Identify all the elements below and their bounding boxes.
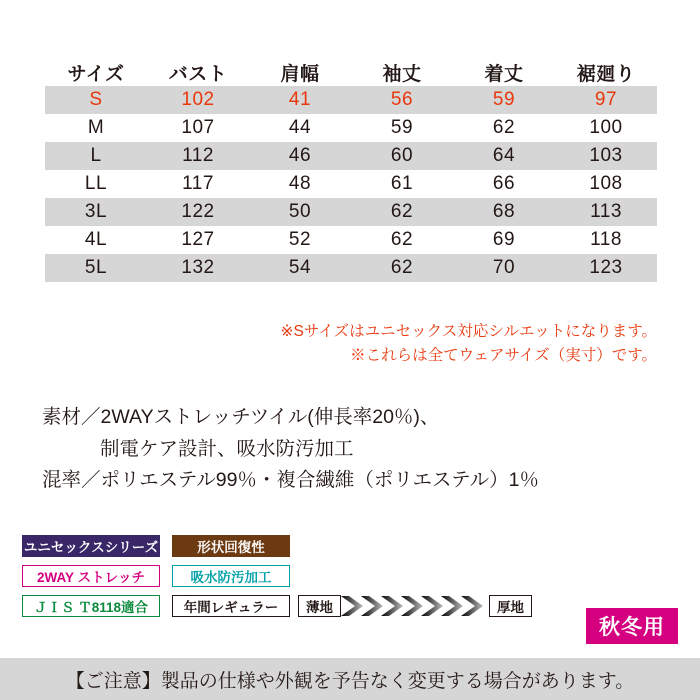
cell-shoulder: 46 xyxy=(249,142,351,170)
size-table xyxy=(45,58,657,282)
cell-length: 70 xyxy=(453,254,555,282)
table-row xyxy=(45,142,657,170)
size-notes xyxy=(45,320,657,368)
badge-row-2 xyxy=(22,565,682,587)
badge-shape-recovery: 形状回復性 xyxy=(172,535,290,557)
caution-text: 【ご注意】製品の仕様や外観を予告なく変更する場合があります。 xyxy=(65,670,635,692)
badge-unisex-series: ユニセックスシリーズ xyxy=(22,535,160,557)
cell-shoulder: 52 xyxy=(249,226,351,254)
badge-row-3 xyxy=(22,595,682,617)
cell-sleeve: 56 xyxy=(351,86,453,114)
header-hem: 裾廻り xyxy=(555,58,657,86)
cell-hem: 123 xyxy=(555,254,657,282)
thickness-gradient-arrows xyxy=(341,595,489,617)
cell-size: S xyxy=(45,86,147,114)
cell-size: 5L xyxy=(45,254,147,282)
cell-length: 59 xyxy=(453,86,555,114)
cell-hem: 97 xyxy=(555,86,657,114)
cell-shoulder: 50 xyxy=(249,198,351,226)
cell-length: 62 xyxy=(453,114,555,142)
note-actual-size: ※これらは全てウェアサイズ（実寸）です。 xyxy=(350,347,657,365)
thickness-thin-label: 薄地 xyxy=(298,595,341,617)
cell-hem: 113 xyxy=(555,198,657,226)
cell-hem: 100 xyxy=(555,114,657,142)
header-bust: バスト xyxy=(147,58,249,86)
cell-shoulder: 54 xyxy=(249,254,351,282)
table-row xyxy=(45,86,657,114)
cell-length: 69 xyxy=(453,226,555,254)
cell-size: M xyxy=(45,114,147,142)
cell-bust: 132 xyxy=(147,254,249,282)
cell-size: 3L xyxy=(45,198,147,226)
thickness-scale xyxy=(298,595,532,617)
cell-bust: 107 xyxy=(147,114,249,142)
cell-sleeve: 62 xyxy=(351,198,453,226)
table-row xyxy=(45,114,657,142)
cell-sleeve: 62 xyxy=(351,226,453,254)
cell-bust: 112 xyxy=(147,142,249,170)
cell-shoulder: 41 xyxy=(249,86,351,114)
cell-length: 64 xyxy=(453,142,555,170)
cell-length: 68 xyxy=(453,198,555,226)
table-row xyxy=(45,170,657,198)
cell-bust: 122 xyxy=(147,198,249,226)
cell-hem: 118 xyxy=(555,226,657,254)
cell-shoulder: 48 xyxy=(249,170,351,198)
badge-2way-stretch: 2WAY ストレッチ xyxy=(22,565,160,587)
cell-length: 66 xyxy=(453,170,555,198)
table-row xyxy=(45,198,657,226)
cell-sleeve: 62 xyxy=(351,254,453,282)
thickness-thick-label: 厚地 xyxy=(489,595,532,617)
table-row xyxy=(45,226,657,254)
table-row xyxy=(45,254,657,282)
header-shoulder: 肩幅 xyxy=(249,58,351,86)
cell-size: 4L xyxy=(45,226,147,254)
cell-sleeve: 61 xyxy=(351,170,453,198)
header-sleeve: 袖丈 xyxy=(351,58,453,86)
cell-bust: 117 xyxy=(147,170,249,198)
size-table-container xyxy=(45,58,657,282)
cell-sleeve: 59 xyxy=(351,114,453,142)
badge-row-1 xyxy=(22,535,682,557)
material-line-2: 制電ケア設計、吸水防汚加工 xyxy=(100,437,354,460)
season-tag: 秋冬用 xyxy=(586,608,678,644)
cell-bust: 127 xyxy=(147,226,249,254)
header-size: サイズ xyxy=(45,58,147,86)
cell-shoulder: 44 xyxy=(249,114,351,142)
cell-size: LL xyxy=(45,170,147,198)
badge-jis-compliant: ＪＩＳ Ｔ8118適合 xyxy=(22,595,160,617)
cell-hem: 103 xyxy=(555,142,657,170)
header-length: 着丈 xyxy=(453,58,555,86)
caution-strip xyxy=(0,658,700,700)
cell-sleeve: 60 xyxy=(351,142,453,170)
material-info xyxy=(42,402,662,497)
badge-year-round-regular: 年間レギュラー xyxy=(172,595,290,617)
cell-size: L xyxy=(45,142,147,170)
badge-water-repellent: 吸水防汚加工 xyxy=(172,565,290,587)
material-line-3: 混率／ポリエステル99％・複合繊維（ポリエステル）1％ xyxy=(42,469,540,492)
table-header-row xyxy=(45,58,657,86)
material-line-1: 素材／2WAYストレッチツイル(伸長率20％)、 xyxy=(42,406,440,428)
cell-bust: 102 xyxy=(147,86,249,114)
feature-badges xyxy=(22,535,682,625)
note-unisex-silhouette: ※Sサイズはユニセックス対応シルエットになります。 xyxy=(280,323,657,340)
cell-hem: 108 xyxy=(555,170,657,198)
